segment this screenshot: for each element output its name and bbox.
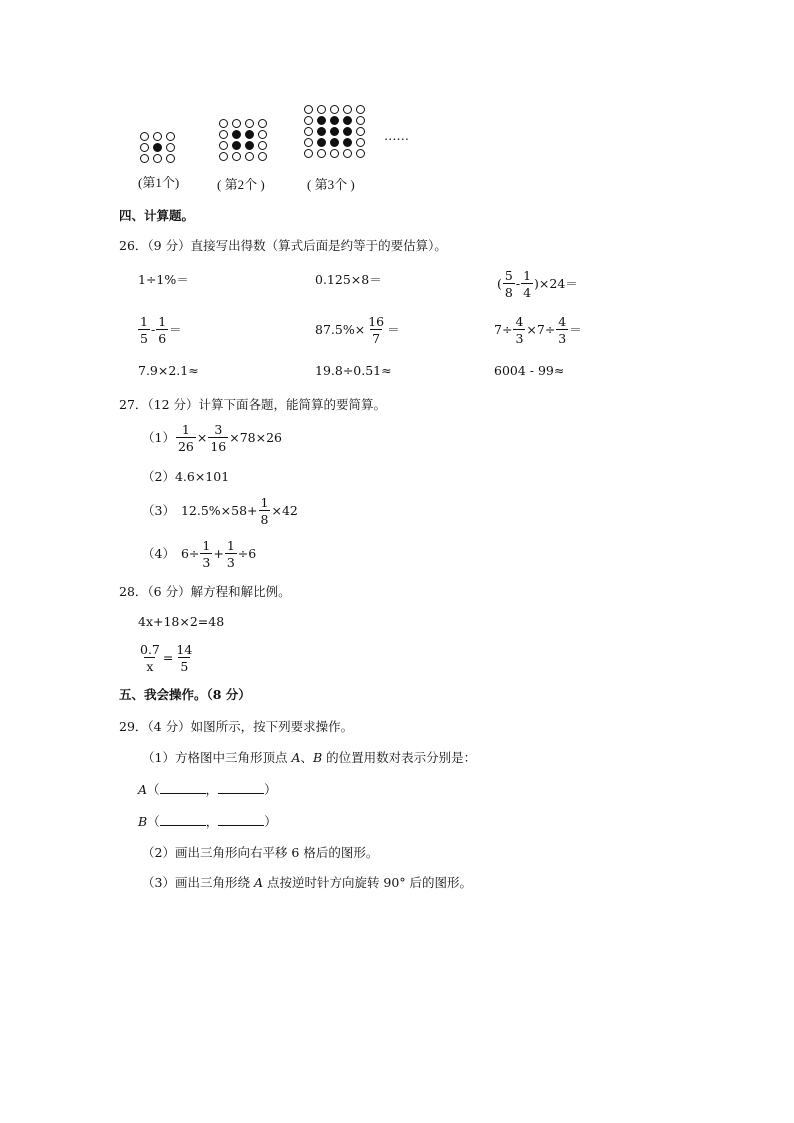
q27-p4: （4） 6÷ $\frac{1}{3}$ + $\frac{1}{3}$ ÷6 [142,538,257,571]
empty-circle [330,105,339,114]
fraction: $\frac{0.7}{x}$ [140,642,160,675]
empty-circle [232,119,241,128]
pattern-figure-3 [303,104,368,159]
fraction: $\frac{4}{3}$ [558,314,567,347]
empty-circle [356,116,365,125]
fraction: $\frac{4}{3}$ [515,314,524,347]
pattern-ellipsis: …… [384,128,409,143]
filled-circle [245,141,254,150]
filled-circle [245,130,254,139]
q27-p3: （3） 12.5%×58+ $\frac{1}{8}$ ×42 [142,495,298,528]
empty-circle [219,130,228,139]
q26-r2-a: $\frac{1}{5}$ - $\frac{1}{6}$ ＝ [140,314,182,347]
q29-stem: 29．（4 分）如图所示，按下列要求操作。 [119,719,354,734]
filled-circle [232,141,241,150]
paren-open: ( [497,275,502,291]
q26-r3-c: 6004 - 99≈ [494,363,565,378]
q26-stem: 26．（9 分）直接写出得数（算式后面是约等于的要估算）。 [119,238,447,253]
filled-circle [317,127,326,136]
empty-circle [166,132,175,141]
q29-p1: （1）方格图中三角形顶点 A、B 的位置用数对表示分别是： [142,750,477,765]
empty-circle [140,143,149,152]
empty-circle [153,154,162,163]
q29-answer-B: B（ ， ） [138,814,277,829]
q27-stem: 27．（12 分）计算下面各题，能简算的要简算。 [119,397,387,412]
pattern-caption-3: ( 第3个 ) [307,177,355,192]
filled-circle [343,127,352,136]
empty-circle [304,138,313,147]
filled-circle [232,130,241,139]
empty-circle [356,127,365,136]
empty-circle [317,105,326,114]
q28-eq2: $\frac{0.7}{x}$ = $\frac{14}{5}$ [140,642,193,675]
empty-circle [304,149,313,158]
fraction: $\frac{5}{8}$ [504,268,513,301]
pattern-figure-1 [139,131,178,164]
fraction: $\frac{1}{3}$ [202,538,211,571]
q26-r2-b: 87.5%× $\frac{16}{7}$ ＝ [315,314,400,347]
empty-circle [258,119,267,128]
section-4-title: 四、计算题。 [119,208,195,223]
empty-circle [356,149,365,158]
answer-blank[interactable] [218,783,264,794]
empty-circle [330,149,339,158]
filled-circle [153,143,162,152]
empty-circle [304,127,313,136]
empty-circle [317,149,326,158]
empty-circle [219,152,228,161]
q26-r1-c: ( $\frac{5}{8}$ - $\frac{1}{4}$ ) ×24＝ [497,268,578,301]
filled-circle [330,116,339,125]
q27-p1: （1） $\frac{1}{26}$ × $\frac{3}{16}$ ×78×26 [142,422,283,455]
fraction: $\frac{1}{8}$ [260,495,269,528]
empty-circle [245,152,254,161]
fraction: $\frac{1}{26}$ [177,422,194,455]
q26-r3-b: 19.8÷0.51≈ [315,363,392,378]
q29-p2: （2）画出三角形向右平移 6 格后的图形。 [142,845,379,860]
empty-circle [166,143,175,152]
filled-circle [330,138,339,147]
section-5-title: 五、我会操作。（8 分） [119,687,251,702]
pattern-caption-1: (第1个) [138,175,180,190]
q26-r2-c: 7÷ $\frac{4}{3}$ ×7÷ $\frac{4}{3}$ ＝ [494,314,582,347]
paren-close: ) [534,275,539,291]
empty-circle [356,105,365,114]
empty-circle [245,119,254,128]
q26-r1-b: 0.125×8＝ [315,272,382,287]
answer-blank[interactable] [218,815,264,826]
q28-stem: 28．（6 分）解方程和解比例。 [119,584,291,599]
filled-circle [330,127,339,136]
empty-circle [258,152,267,161]
empty-circle [219,141,228,150]
fraction: $\frac{1}{4}$ [523,268,532,301]
q26-r1-a: 1÷1%＝ [138,272,189,287]
empty-circle [219,119,228,128]
q29-answer-A: A（ ， ） [138,782,277,797]
answer-blank[interactable] [160,815,206,826]
filled-circle [317,138,326,147]
empty-circle [258,141,267,150]
fraction: $\frac{1}{5}$ [140,314,148,347]
fraction: $\frac{1}{6}$ [158,314,167,347]
fraction: $\frac{16}{7}$ [368,314,385,347]
empty-circle [343,149,352,158]
empty-circle [166,154,175,163]
empty-circle [343,105,352,114]
empty-circle [153,132,162,141]
filled-circle [343,116,352,125]
q26-r3-a: 7.9×2.1≈ [138,363,199,378]
q29-p3: （3）画出三角形绕 A 点按逆时针方向旋转 90° 后的图形。 [142,875,473,890]
empty-circle [258,130,267,139]
filled-circle [343,138,352,147]
empty-circle [304,105,313,114]
fraction: $\frac{3}{16}$ [210,422,227,455]
q27-p2: （2） 4.6×101 [142,469,230,484]
empty-circle [232,152,241,161]
q28-eq1: 4x+18×2=48 [138,614,225,629]
filled-circle [317,116,326,125]
fraction: $\frac{14}{5}$ [176,642,193,675]
pattern-figure-2 [218,118,270,162]
answer-blank[interactable] [160,783,206,794]
empty-circle [140,132,149,141]
empty-circle [140,154,149,163]
empty-circle [356,138,365,147]
fraction: $\frac{1}{3}$ [226,538,235,571]
pattern-caption-2: ( 第2个 ) [217,177,265,192]
empty-circle [304,116,313,125]
